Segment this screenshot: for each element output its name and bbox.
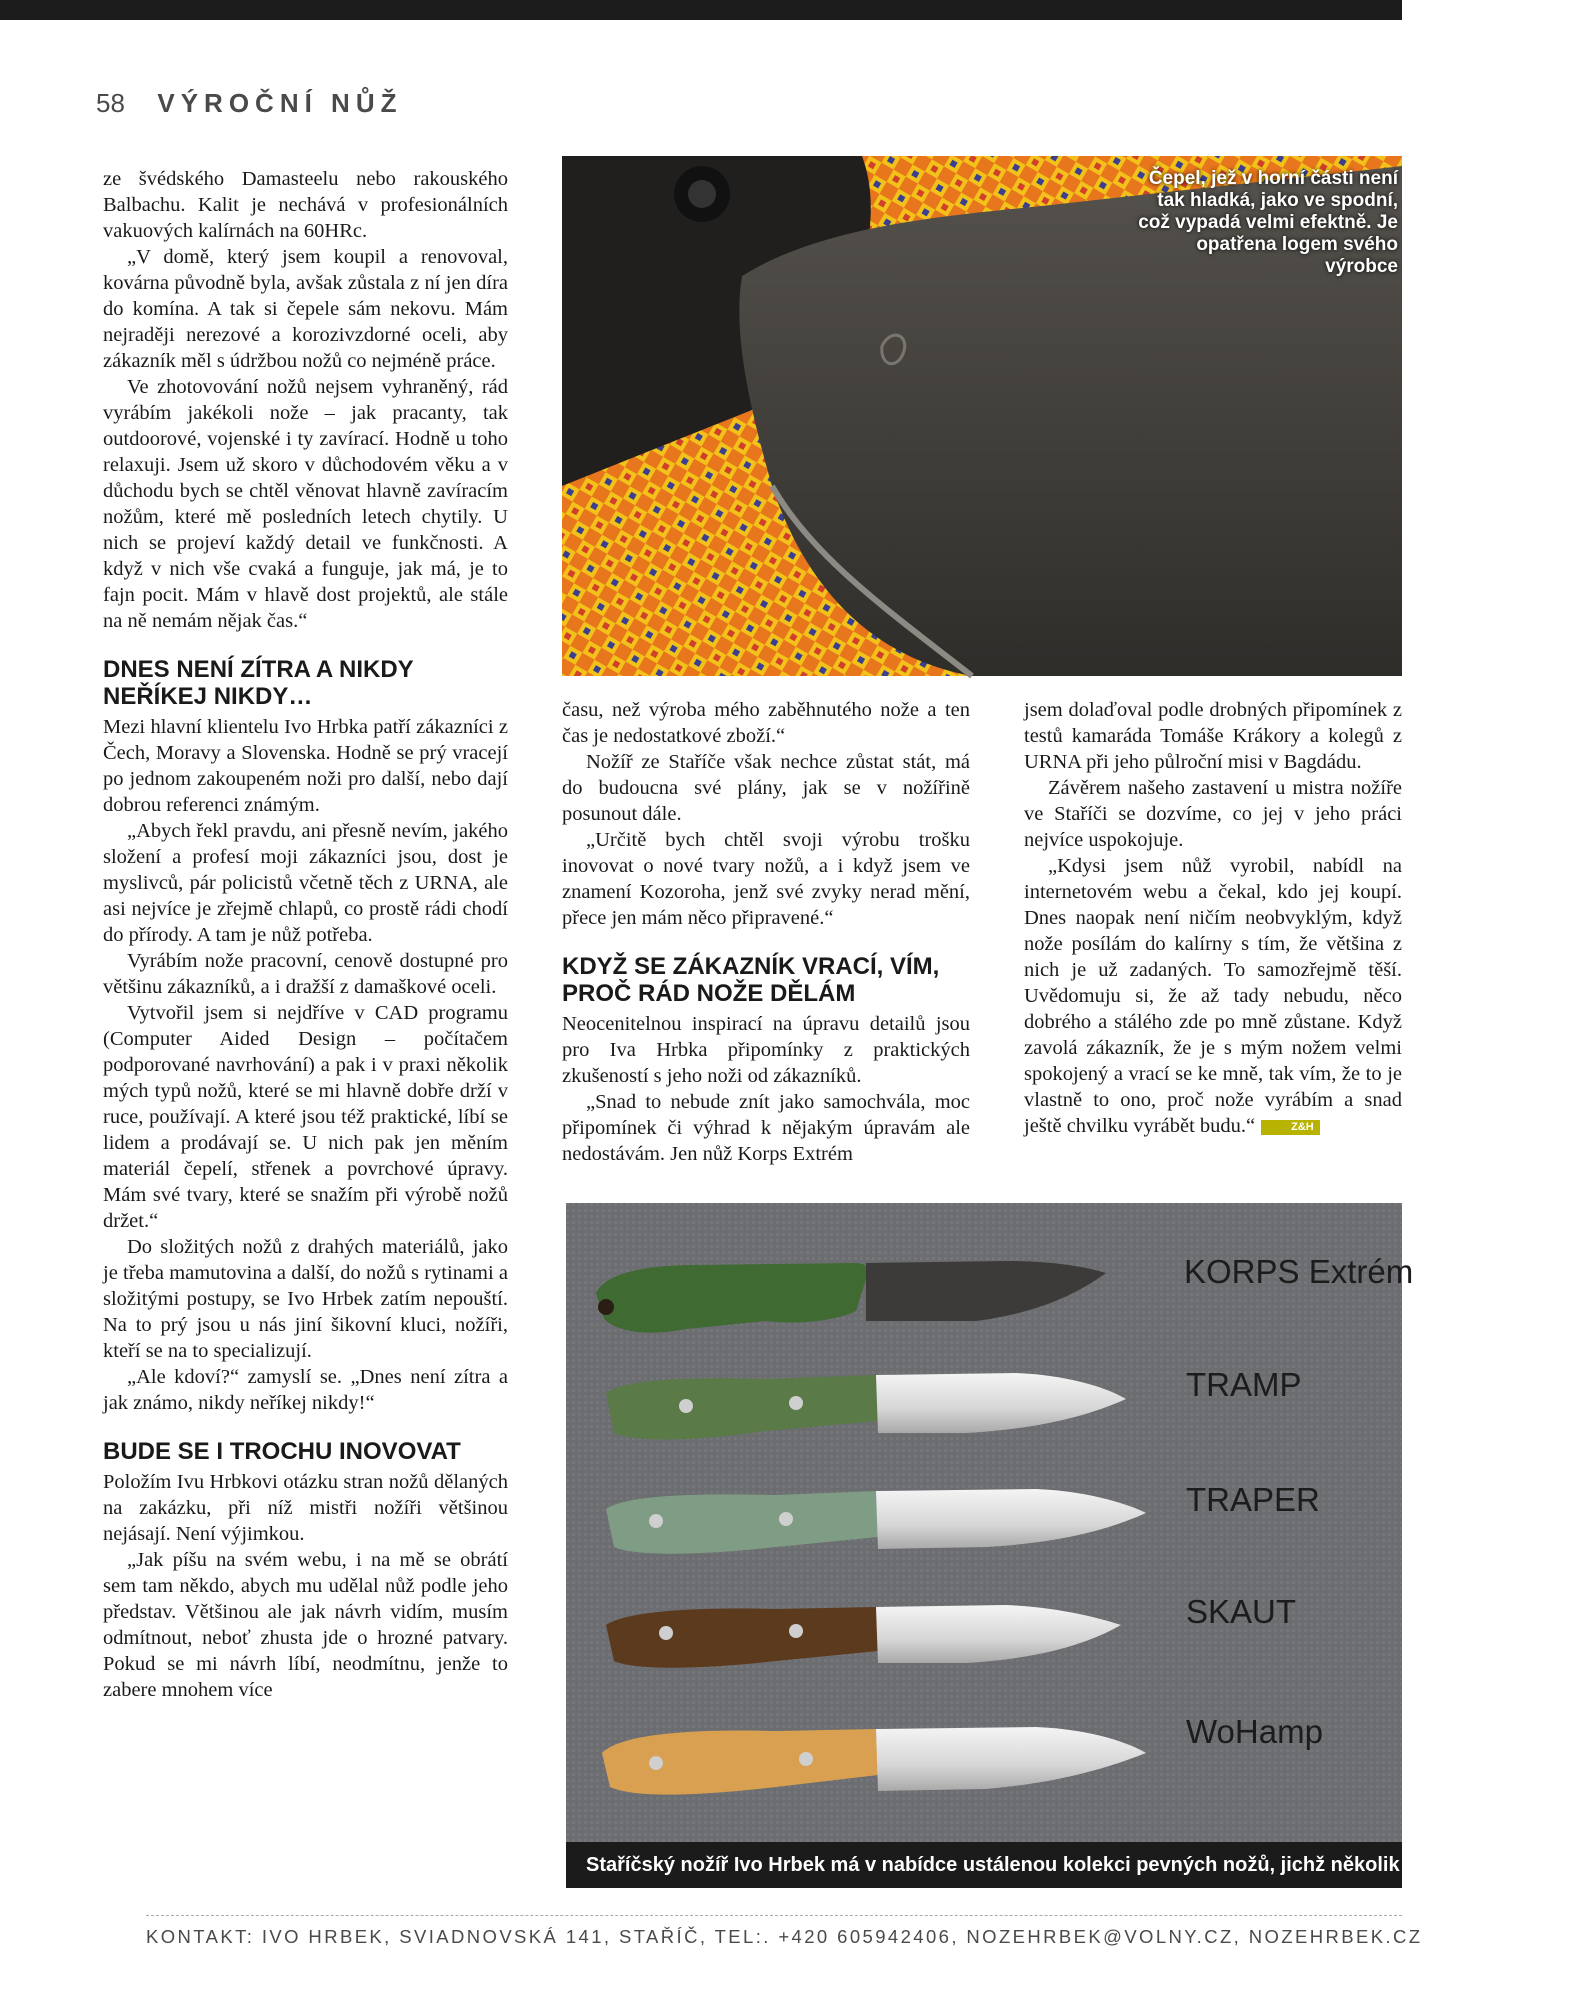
footer-divider	[146, 1915, 1402, 1916]
knife-on-rope-photo	[562, 156, 1402, 676]
knife-label: KORPS Extrém	[1184, 1253, 1414, 1290]
paragraph: „Ale kdoví?“ zamyslí se. „Dnes není zítra a jak známo, nikdy neříkej nikdy!“	[103, 1366, 508, 1414]
knife-label: WoHamp	[1186, 1713, 1323, 1750]
section-rubric: VÝROČNÍ NŮŽ	[157, 88, 403, 118]
subheading: BUDE SE I TROCHU INOVOVAT	[103, 1438, 461, 1465]
paragraph: Do složitých nožů z drahých materiálů, jako je třeba mamutovina a další, do nožů s rytinami a složitými postupy, se Ivo Hrbek zatím nepouští. Na to prý jsou u nás jiní šikovní kluci, nožíři, kteří se na to specializují.	[103, 1236, 508, 1362]
paragraph: Položím Ivu Hrbkovi otázku stran nožů dělaných na zakázku, při níž mistři nožíři většinou nejásají. Není výjimkou.	[103, 1471, 508, 1545]
paragraph: „Jak píšu na svém webu, i na mě se obrátí sem tam někdo, abych mu udělal nůž podle jeho představ. Většinou ale jak návrh vidím, musím odmítnout, neboť zhusta jde o hrozné patvary. Pokud se mi návrh líbí, neodmítnu, jenže to zabere mnohem více	[103, 1549, 508, 1701]
top-bar	[0, 0, 1402, 20]
knife-collection-illustration	[566, 1203, 1402, 1888]
paragraph-text: „Kdysi jsem nůž vyrobil, nabídl na internetovém webu a čekal, kdo jej koupí. Dnes naopak není ničím neobvyklým, když nože posílám do kalírny s tím, že většina z nich je už zadaných. To samozřejmě těší. Uvědomuju si, že až tady nebudu, něco dobrého a stálého zde po mně zůstane. Když zavolá zákazník, že je s mým nožem velmi spokojený a vrací se ke mně, tak vím, že to je vlastně to ono, proč nože vyrábím a snad ještě chvilku vyrábět budu.“	[1024, 855, 1402, 1137]
photo-caption: Staříčský nožíř Ivo Hrbek má v nabídce ustálenou kolekci pevných nožů, jichž několik vidíme na snímku	[566, 1842, 1402, 1888]
paragraph: Závěrem našeho zastavení u mistra nožíře ve Staříči se dozvíme, co jej v jeho práci nejvíce uspokojuje.	[1024, 777, 1402, 851]
contact-footer: KONTAKT: IVO HRBEK, SVIADNOVSKÁ 141, STAŘÍČ, TEL:. +420 605942406, NOZEHRBEK@VOLNY.CZ, NOZEHRBEK.CZ	[146, 1926, 1423, 1947]
paragraph: času, než výroba mého zaběhnutého nože a ten čas je nedostatkové zboží.“	[562, 699, 970, 747]
paragraph: ze švédského Damasteelu nebo rakouského Balbachu. Kalit je nechává v profesionálních vakuových kalírnách na 60HRc.	[103, 168, 508, 242]
paragraph: „Určitě bych chtěl svoji výrobu trošku inovovat o nové tvary nožů, a i když jsem ve znamení Kozoroha, jenž své zvyky nerad mění, přece jen mám něco připravené.“	[562, 829, 970, 929]
paragraph: Neocenitelnou inspirací na úpravu detailů jsou pro Iva Hrbka připomínky z praktických zkušeností s jeho noži od zákazníků.	[562, 1013, 970, 1087]
article-column-1	[103, 166, 508, 1703]
page-number: 58	[96, 88, 125, 118]
knife-collection-photo	[566, 1203, 1573, 1888]
article-column-3	[1024, 697, 1402, 1177]
paragraph: „Abych řekl pravdu, ani přesně nevím, jakého složení a profesí moji zákazníci jsou, dost je myslivců, pár policistů včetně těch z URNA, ale asi nejvíce je zřejmě chlapů, co prostě rádi chodí do přírody. A tam je nůž potřeba.	[103, 820, 508, 946]
subheading: DNES NENÍ ZÍTRA A NIKDY NEŘÍKEJ NIKDY…	[103, 656, 414, 710]
page-header	[96, 88, 403, 119]
paragraph: Nožíř ze Staříče však nechce zůstat stát, má do budoucna své plány, jak se v nožířině posunout dále.	[562, 751, 970, 825]
paragraph: Ve zhotovování nožů nejsem vyhraněný, rád vyrábím jakékoli nože – jak pracanty, tak outdoorové, vojenské i ty zavírací. Hodně u toho relaxuji. Jsem už skoro v důchodovém věku a v důchodu bych se chtěl věnovat hlavně zavíracím nožům, které mě posledních letech chytily. U nich se projeví každý detail ve funkčnosti. A když v nich vše cvaká a funguje, jak má, je to fajn pocit. Mám v hlavě dost projektů, ale stále na ně nemám nějak čas.“	[103, 376, 508, 632]
paragraph: jsem dolaďoval podle drobných připomínek z testů kamaráda Tomáše Krákory a kolegů z URNA při jeho půlroční misi v Bagdádu.	[1024, 699, 1402, 773]
subheading: KDYŽ SE ZÁKAZNÍK VRACÍ, VÍM, PROČ RÁD NOŽE DĚLÁM	[562, 953, 940, 1007]
paragraph: Mezi hlavní klientelu Ivo Hrbka patří zákazníci z Čech, Moravy a Slovenska. Hodně se prý vracejí po jednom zakoupeném noži pro další, nebo dají dobrou referenci známým.	[103, 716, 508, 816]
photo-caption: Čepel, jež v horní části není tak hladká, jako ve spodní, což vypadá velmi efektně. Je opatřena logem svého výrobce	[1138, 168, 1398, 277]
end-mark: Z&H	[1261, 1120, 1320, 1135]
article-column-2	[562, 697, 970, 1167]
paragraph: „Snad to nebude znít jako samochvála, moc připomínek či výhrad k nějakým úpravám ale nedostávám. Jen nůž Korps Extrém	[562, 1091, 970, 1165]
knife-label: TRAMP	[1186, 1366, 1302, 1403]
paragraph	[1024, 853, 1402, 1139]
paragraph: Vyrábím nože pracovní, cenově dostupné pro většinu zákazníků, a i dražší z damaškové oceli.	[103, 950, 508, 998]
knife-label: SKAUT	[1186, 1593, 1297, 1630]
knife-label: TRAPER	[1186, 1481, 1320, 1518]
paragraph: „V domě, který jsem koupil a renovoval, kovárna původně byla, avšak zůstala z ní jen díra do komína. A tak si čepele sám nekovu. Mám nejraději nerezové a korozivzdorné oceli, aby zákazník měl s údržbou nožů co nejméně práce.	[103, 246, 508, 372]
paragraph: Vytvořil jsem si nejdříve v CAD programu (Computer Aided Design – počítačem podporované navrhování) a pak i v praxi několik mých typů nožů, které se mi hlavně dobře drží v ruce, používají. A které jsou též praktické, líbí se lidem a prodávají se. U nich pak jen měním materiál čepelí, střenek a povrchové úpravy. Mám své tvary, které se snažím při výrobě nožů držet.“	[103, 1002, 508, 1232]
